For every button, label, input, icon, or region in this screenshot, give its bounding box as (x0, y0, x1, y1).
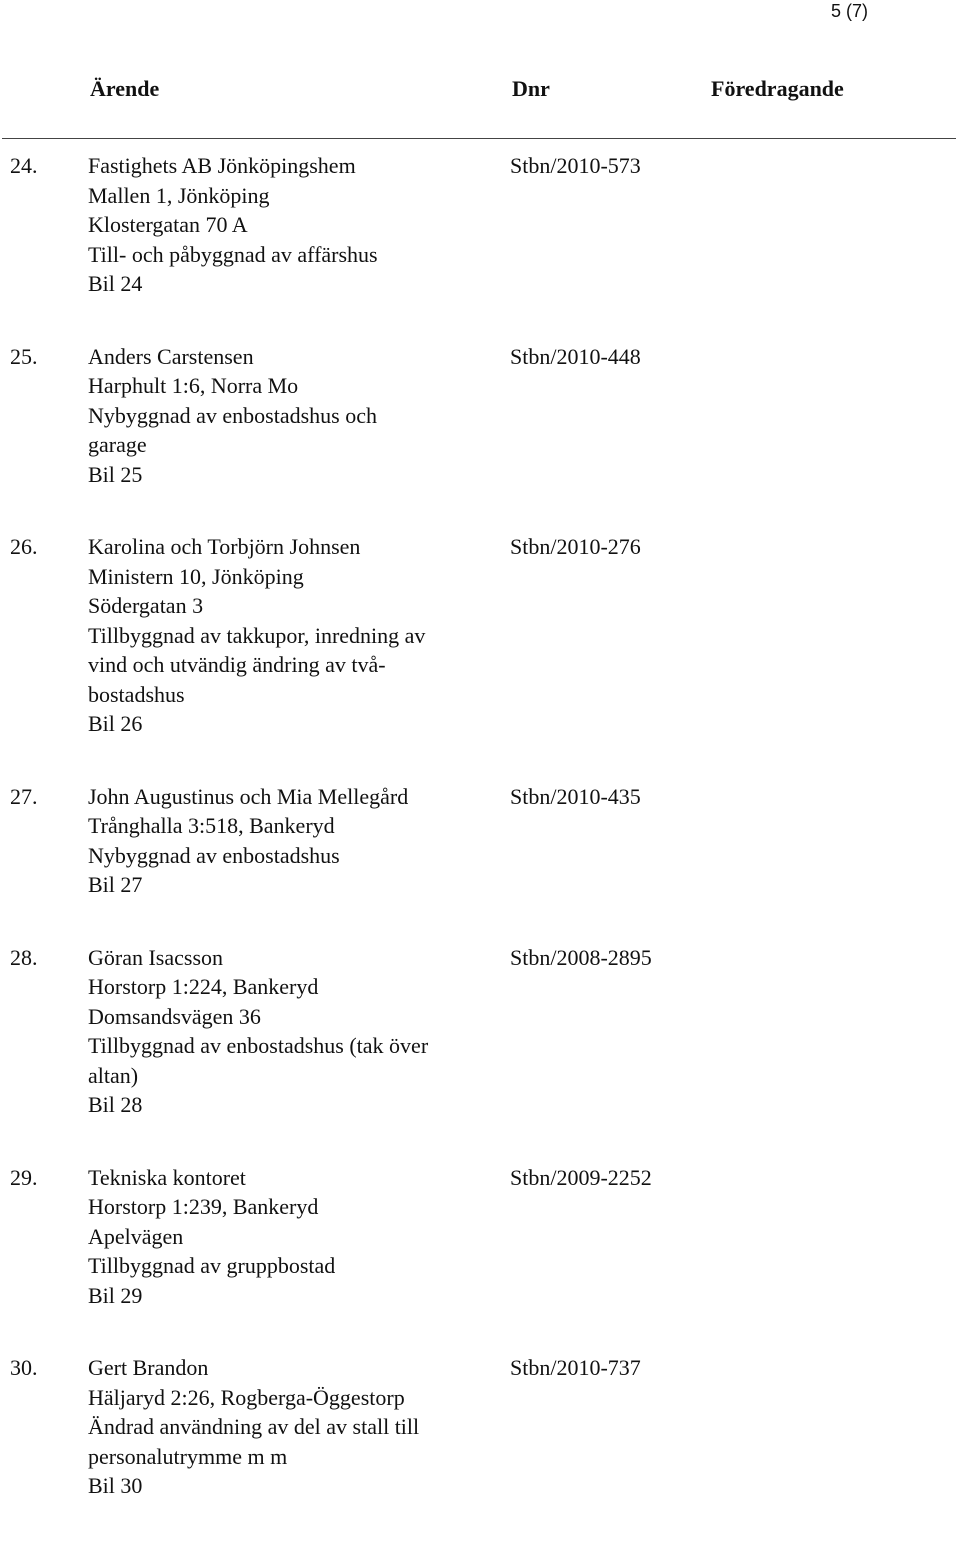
item-number: 26. (10, 534, 38, 559)
agenda-item (0, 1353, 960, 1501)
item-dnr: Stbn/2010-435 (510, 783, 641, 809)
agenda-item (0, 943, 960, 1120)
item-dnr: Stbn/2008-2895 (510, 944, 652, 970)
item-description-line: Bil 24 (88, 271, 143, 296)
item-dnr: Stbn/2010-737 (510, 1355, 641, 1380)
item-description-line: Fastighets AB Jönköpingshem (88, 153, 356, 178)
item-number: 24. (10, 153, 38, 178)
item-description-line: Bil 25 (88, 461, 143, 487)
table-header (0, 73, 960, 105)
item-description-line: Bil 27 (88, 872, 143, 897)
item-description-line: Nybyggnad av enbostadshus och (88, 402, 378, 428)
item-description (88, 532, 498, 739)
item-number: 29. (10, 1164, 38, 1190)
item-dnr: Stbn/2010-448 (510, 343, 641, 369)
item-dnr: Stbn/2010-276 (510, 534, 641, 559)
item-description-line: Karolina och Torbjörn Johnsen (88, 534, 361, 559)
item-number: 30. (10, 1355, 38, 1380)
item-description-line: vind och utvändig ändring av två- (88, 652, 386, 677)
item-description (88, 943, 498, 1120)
page-number: 5 (7) (830, 1, 868, 21)
item-description-line: Tekniska kontoret (88, 1164, 246, 1190)
item-description-line: Anders Carstensen (88, 343, 254, 369)
item-description-line: Tillbyggnad av enbostadshus (tak över (88, 1033, 429, 1058)
item-description-line: Göran Isacsson (88, 944, 224, 970)
item-description-line: Till- och påbyggnad av affärshus (88, 241, 378, 267)
item-description (88, 1163, 498, 1311)
item-description-line: Nybyggnad av enbostadshus (88, 842, 340, 868)
item-description-line: John Augustinus och Mia Mellegård (88, 783, 409, 809)
item-description-line: Mallen 1, Jönköping (88, 182, 270, 208)
item-description-line: altan) (88, 1062, 139, 1088)
item-description-line: Bil 29 (88, 1282, 143, 1308)
item-number: 25. (10, 343, 38, 369)
item-description-line: garage (88, 432, 147, 457)
item-description (88, 342, 498, 490)
item-description-line: Bil 28 (88, 1092, 143, 1117)
item-number: 28. (10, 944, 38, 970)
item-description-line: Ändrad användning av del av stall till (88, 1414, 420, 1439)
item-description-line: Harphult 1:6, Norra Mo (88, 373, 299, 398)
agenda-item (0, 342, 960, 490)
agenda-item (0, 151, 960, 299)
item-description-line: Tillbyggnad av gruppbostad (88, 1253, 336, 1278)
item-description (88, 151, 498, 299)
agenda-item (0, 532, 960, 739)
header-divider (2, 138, 956, 139)
item-description-line: bostadshus (88, 681, 185, 707)
item-description-line: Horstorp 1:239, Bankeryd (88, 1194, 319, 1219)
item-number: 27. (10, 783, 38, 809)
agenda-item (0, 782, 960, 900)
item-description-line: Apelvägen (88, 1223, 184, 1249)
item-description-line: Domsandsvägen 36 (88, 1003, 261, 1029)
item-description-line: personalutrymme m m (88, 1443, 288, 1469)
item-dnr: Stbn/2009-2252 (510, 1164, 652, 1190)
item-description-line: Klostergatan 70 A (88, 212, 248, 237)
item-description (88, 782, 498, 900)
agenda-item-list (0, 151, 960, 1544)
item-description-line: Bil 26 (88, 711, 143, 736)
item-description-line: Gert Brandon (88, 1355, 209, 1380)
item-description-line: Trånghalla 3:518, Bankeryd (88, 813, 335, 838)
item-description-line: Häljaryd 2:26, Rogberga-Öggestorp (88, 1384, 405, 1410)
item-dnr: Stbn/2010-573 (510, 153, 641, 178)
column-header-dnr: Dnr (512, 76, 550, 101)
item-description-line: Ministern 10, Jönköping (88, 563, 304, 589)
item-description-line: Horstorp 1:224, Bankeryd (88, 974, 319, 999)
item-description-line: Tillbyggnad av takkupor, inredning av (88, 622, 426, 648)
agenda-item (0, 1163, 960, 1311)
column-header-foredragande: Föredragande (711, 76, 844, 101)
column-header-arende: Ärende (90, 76, 160, 101)
item-description-line: Södergatan 3 (88, 593, 204, 618)
item-description (88, 1353, 498, 1501)
item-description-line: Bil 30 (88, 1473, 143, 1498)
